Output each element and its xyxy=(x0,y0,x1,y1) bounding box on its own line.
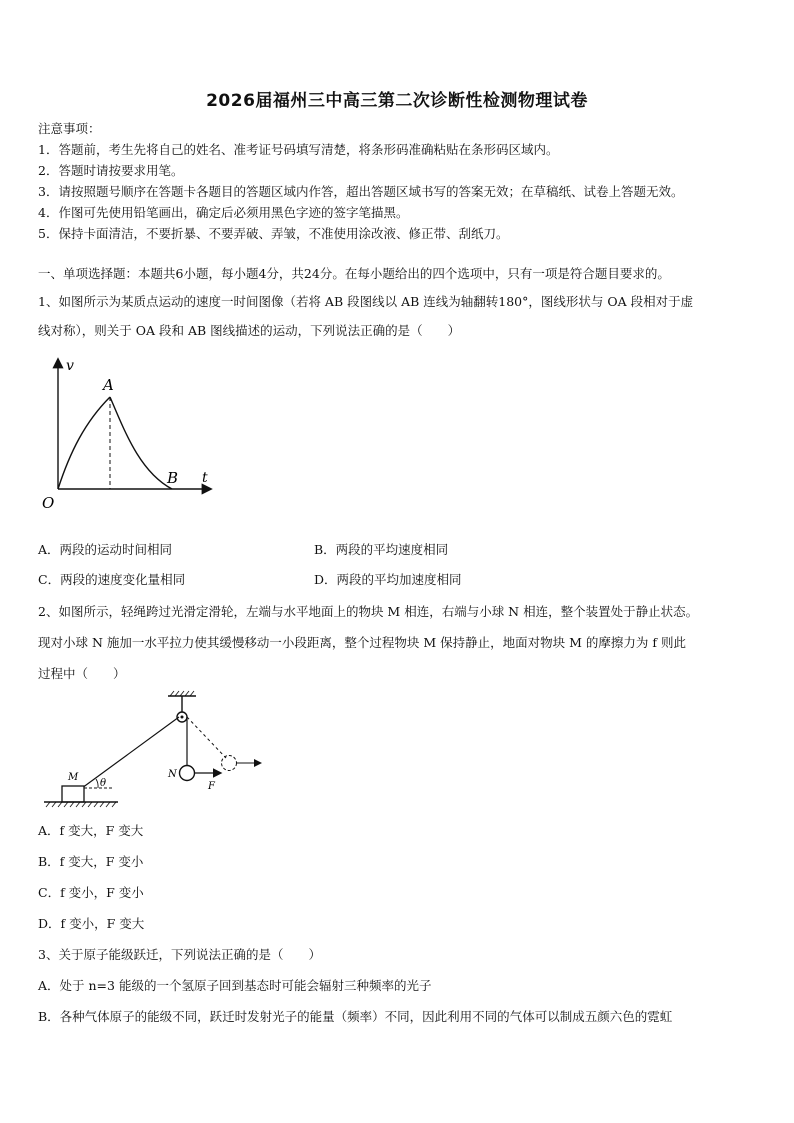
origin-label: O xyxy=(42,494,55,512)
notice-item: 1．答题前，考生先将自己的姓名、准考证号码填写清楚，将条形码准确粘贴在条形码区域内。 xyxy=(38,142,559,157)
point-a-label: A xyxy=(103,376,114,394)
label-n: N xyxy=(168,769,177,780)
option-b: B．f 变大，F 变小 xyxy=(38,854,144,869)
label-m: M xyxy=(68,772,79,783)
question-text: 线对称），则关于 OA 段和 AB 图线描述的运动，下列说法正确的是（ ） xyxy=(38,323,461,338)
ab-curve xyxy=(110,397,172,489)
option-c: C．两段的速度变化量相同 xyxy=(38,572,186,587)
point-b-label: B xyxy=(167,469,179,487)
option-d: D．f 变小，F 变大 xyxy=(38,916,145,931)
option-d: D．两段的平均加速度相同 xyxy=(314,572,462,587)
oa-curve xyxy=(58,397,110,489)
label-theta: θ xyxy=(100,778,107,789)
notice-item: 5．保持卡面清洁，不要折暴、不要弄破、弄皱，不准使用涂改液、修正带、刮纸刀。 xyxy=(38,226,509,241)
question-text: 现对小球 N 施加一水平拉力使其缓慢移动一小段距离，整个过程物块 M 保持静止，地面对物块 M 的摩擦力为 f 则此 xyxy=(38,635,686,650)
question-text: 过程中（ ） xyxy=(38,666,126,681)
rope-left xyxy=(82,717,179,788)
pulley-figure xyxy=(38,690,268,815)
v-label: v xyxy=(66,358,74,374)
option-c: C．f 变小，F 变小 xyxy=(38,885,144,900)
ball-n xyxy=(180,766,195,781)
notice-item: 2．答题时请按要求用笔。 xyxy=(38,163,184,178)
notice-item: 4．作图可先使用铅笔画出，确定后必须用黑色字迹的签字笔描黑。 xyxy=(38,205,409,220)
option-a: A．f 变大，F 变大 xyxy=(38,823,144,838)
option-a: A．两段的运动时间相同 xyxy=(38,542,173,557)
notice-heading: 注意事项： xyxy=(38,121,101,136)
section-heading: 一、单项选择题：本题共6小题，每小题4分，共24分。在每小题给出的四个选项中，只有一项是符合题目要求的。 xyxy=(38,266,670,281)
t-label: t xyxy=(202,470,208,486)
label-f: F xyxy=(208,781,215,792)
block-m xyxy=(62,786,84,802)
dashed-rope xyxy=(187,717,226,758)
option-b: B．各种气体原子的能级不同，跃迁时发射光子的能量（频率）不同，因此利用不同的气体可以制成五颜六色的霓虹 xyxy=(38,1009,673,1024)
option-b: B．两段的平均速度相同 xyxy=(314,542,449,557)
notice-item: 3．请按照题号顺序在答题卡各题目的答题区域内作答，超出答题区域书写的答案无效；在草稿纸、试卷上答题无效。 xyxy=(38,184,684,199)
vt-graph-figure xyxy=(30,352,220,517)
page-title: 2026届福州三中高三第二次诊断性检测物理试卷 xyxy=(206,91,588,111)
question-text: 3、关于原子能级跃迁，下列说法正确的是（ ） xyxy=(38,947,321,962)
option-a: A．处于 n=3 能级的一个氢原子回到基态时可能会辐射三种频率的光子 xyxy=(38,978,432,993)
question-text: 2、如图所示，轻绳跨过光滑定滑轮，左端与水平地面上的物块 M 相连，右端与小球 N 相连，整个装置处于静止状态。 xyxy=(38,604,699,619)
question-text: 1、如图所示为某质点运动的速度一时间图像（若将 AB 段图线以 AB 连线为轴翻转180°，图线形状与 OA 段相对于虚 xyxy=(38,294,694,309)
dashed-ball xyxy=(222,756,237,771)
